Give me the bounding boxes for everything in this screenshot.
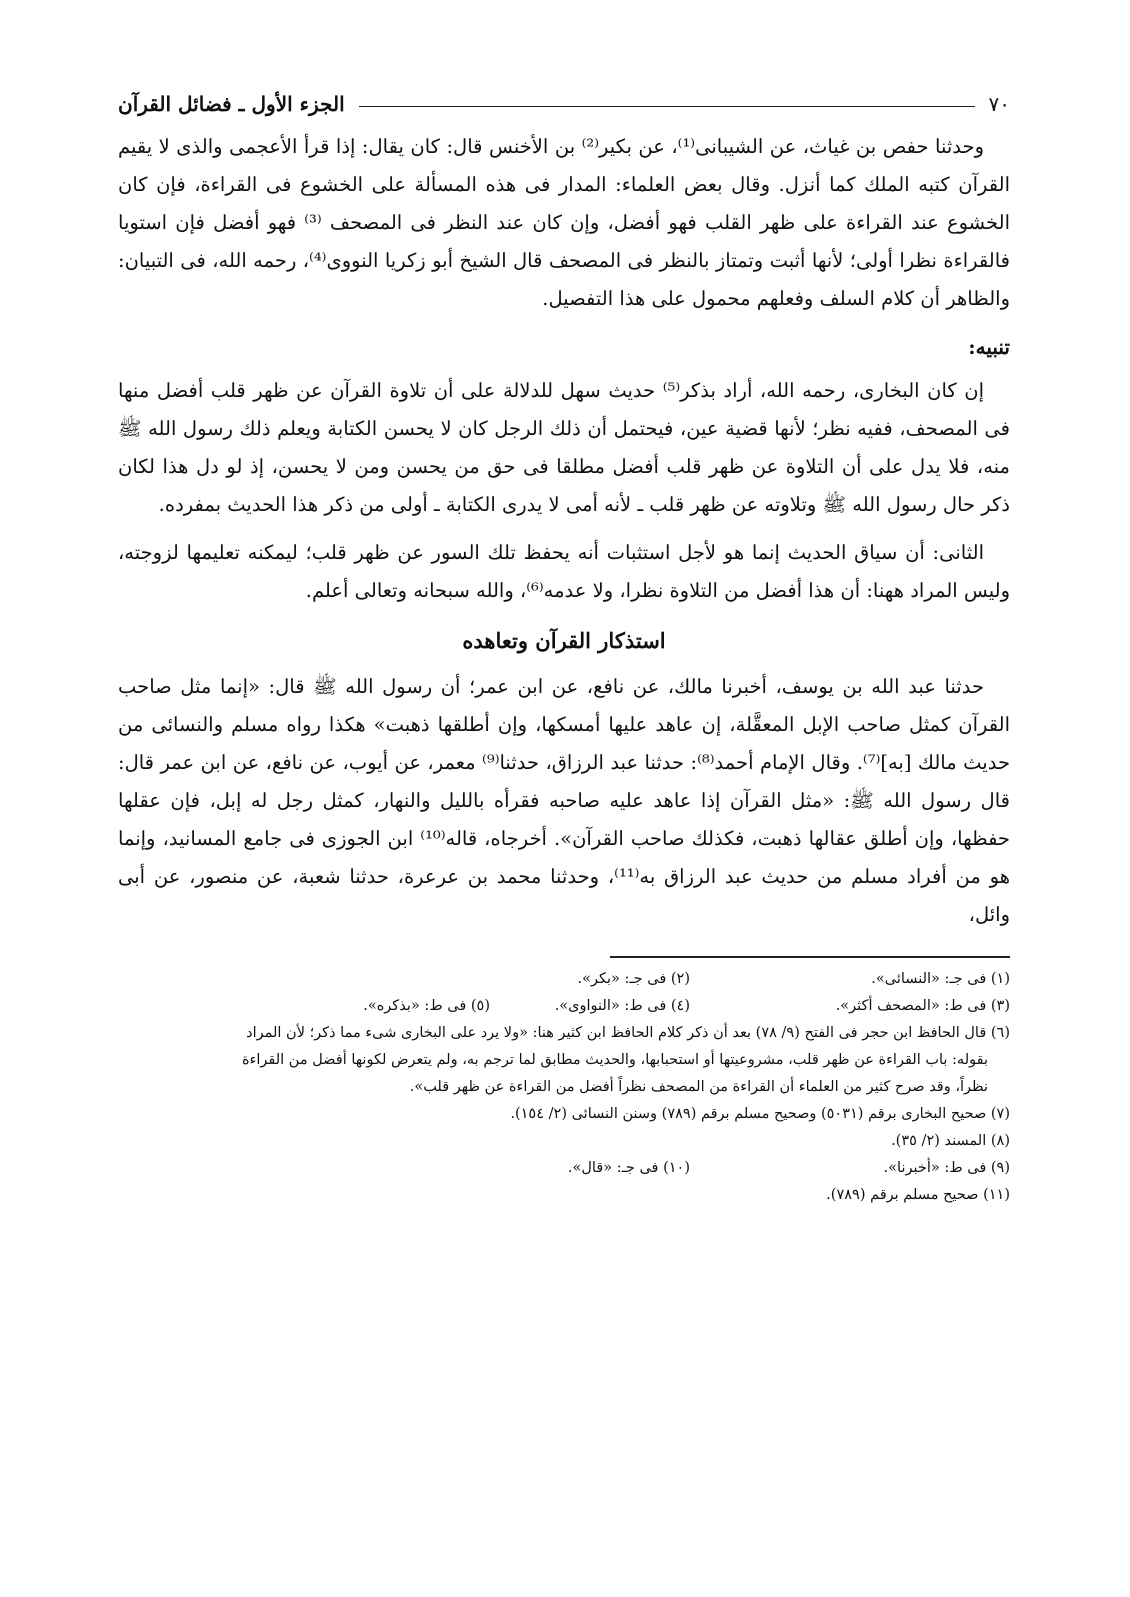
footnote-3: (٣) فى ط: «المصحف أكثر». [835,998,1010,1014]
footnote-9: (٩) فى ط: «أخبرنا». [883,1160,1010,1176]
footnote-row [118,966,1010,993]
footnote-6-line-3: نظراً، وقد صرح كثير من العلماء أن القراءة من المصحف نظراً أفضل من القراءة عن ظهر قلب». [409,1079,988,1095]
header-rule [359,106,975,107]
paragraph-3: الثانى: أن سياق الحديث إنما هو لأجل استثبات أنه يحفظ تلك السور عن ظهر قلب؛ ليمكنه تعليمها لزوجته، وليس المراد ههنا: أن هذا أفضل من التلاوة نظرا، ولا عدمه⁽⁶⁾، والله سبحانه وتعالى أعلم. [118,541,1010,602]
footnote-rule [610,956,1010,958]
footnote-11: (١١) صحيح مسلم برقم (٧٨٩). [826,1187,1010,1203]
footnote-6-line-2: بقوله: باب القراءة عن ظهر قلب، مشروعيتها أو استحبابها، والحديث مطابق لما ترجم به، ولم يتعرض لكونها أفضل من القراءة [241,1052,988,1068]
footnote-7: (٧) صحيح البخارى برقم (٥٠٣١) وصحيح مسلم برقم (٧٨٩) وسنن النسائى (٢/ ١٥٤). [510,1106,1010,1122]
footnote-8: (٨) المسند (٢/ ٣٥). [891,1133,1010,1149]
paragraph-1: وحدثنا حفص بن غياث، عن الشيبانى⁽¹⁾، عن بكير⁽²⁾ بن الأخنس قال: كان يقال: إذا قرأ الأعجمى والذى لا يقيم القرآن كتبه الملك كما أنزل. وقال بعض العلماء: المدار فى هذه المسألة على الخشوع فى القراءة، فإن كان الخشوع عند القراءة على ظهر القلب فهو أفضل، وإن كان عند النظر فى المصحف ⁽³⁾ فهو أفضل فإن استويا فالقراءة نظرا أولى؛ لأنها أثبت وتمتاز بالنظر فى المصحف قال الشيخ أبو زكريا النووى⁽⁴⁾، رحمه الله، فى التبيان: والظاهر أن كلام السلف وفعلهم محمول على هذا التفصيل. [118,135,1010,310]
running-header [118,88,1010,120]
paragraph-4: حدثنا عبد الله بن يوسف، أخبرنا مالك، عن نافع، عن ابن عمر؛ أن رسول الله ﷺ قال: «إنما مثل صاحب القرآن كمثل صاحب الإبل المعقَّلة، إن عاهد عليها أمسكها، وإن أطلقها ذهبت» هكذا رواه مسلم والنسائى من حديث مالك [به]⁽⁷⁾. وقال الإمام أحمد⁽⁸⁾: حدثنا عبد الرزاق، حدثنا⁽⁹⁾ معمر، عن أيوب، عن نافع، عن ابن عمر قال: قال رسول الله ﷺ: «مثل القرآن إذا عاهد عليه صاحبه فقرأه بالليل والنهار، كمثل رجل له إبل، فإن عقلها حفظها، وإن أطلق عقالها ذهبت، فكذلك صاحب القرآن». أخرجاه، قاله⁽¹⁰⁾ ابن الجوزى فى جامع المسانيد، وإنما هو من أفراد مسلم من حديث عبد الرزاق به⁽¹¹⁾، وحدثنا محمد بن عرعرة، حدثنا شعبة، عن منصور، عن أبى وائل، [118,675,1010,926]
footnote-10: (١٠) فى جـ: «قال». [567,1160,690,1176]
footnote-1: (١) فى جـ: «النسائى». [871,971,1010,987]
footnotes [118,966,1010,1209]
main-text [118,128,1010,934]
footnote-2: (٢) فى جـ: «بكر». [577,971,690,987]
footnote-6 [118,1020,1010,1101]
footnote-5: (٥) فى ط: «بذكره». [363,998,490,1014]
section-title: استذكار القرآن وتعاهده [462,628,666,653]
note-subheading: تنبيه: [968,335,1010,359]
footnote-6-line-1: (٦) قال الحافظ ابن حجر فى الفتح (٩/ ٧٨) بعد أن ذكر كلام الحافظ ابن كثير هنا: «ولا يرد على البخارى شىء مما ذكر؛ لأن المراد [246,1025,1010,1041]
page-number: ٧٠ [988,92,1010,116]
footnote-row [118,993,1010,1020]
footnote-row [118,1155,1010,1182]
paragraph-2: إن كان البخارى، رحمه الله، أراد بذكر⁽⁵⁾ حديث سهل للدلالة على أن تلاوة القرآن عن ظهر قلب أفضل منها فى المصحف، ففيه نظر؛ لأنها قضية عين، فيحتمل أن ذلك الرجل كان لا يحسن الكتابة ويعلم ذلك رسول الله ﷺ منه، فلا يدل على أن التلاوة عن ظهر قلب أفضل مطلقا فى حق من يحسن ومن لا يحسن، إذ لو دل هذا لكان ذكر حال رسول الله ﷺ وتلاوته عن ظهر قلب ـ لأنه أمى لا يدرى الكتابة ـ أولى من ذكر هذا الحديث بمفرده. [118,379,1010,516]
footnote-4: (٤) فى ط: «النواوى». [554,998,690,1014]
running-title: الجزء الأول ـ فضائل القرآن [118,92,345,116]
